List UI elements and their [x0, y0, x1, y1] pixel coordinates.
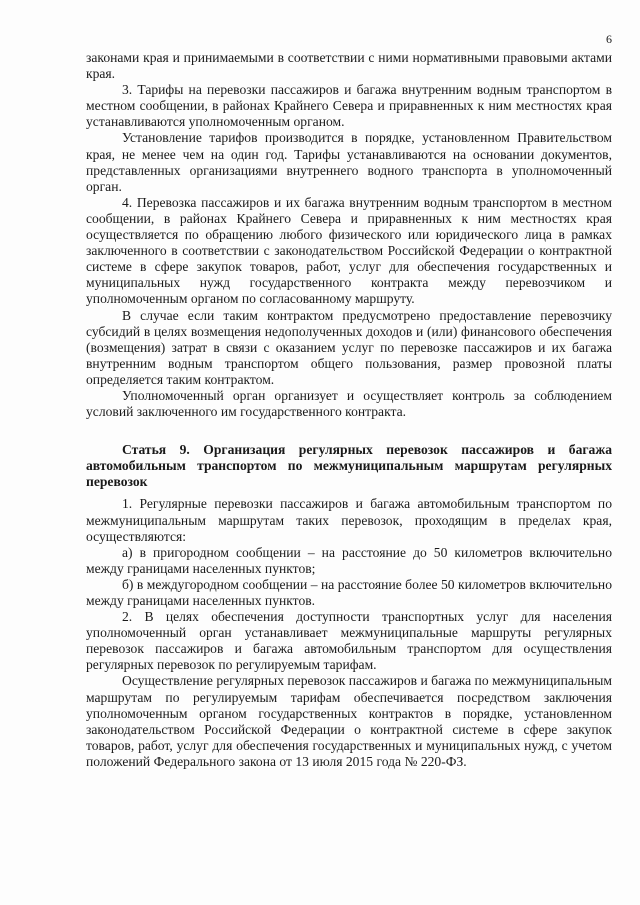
paragraph-item-4: 4. Перевозка пассажиров и их багажа внутренним водным транспортом в местном сообщении, в районах Крайнего Севера и приравненных к ним местностях края осуществляется по обращению любого физического или юридического лица в рамках заключенного в соответствии с законодательством Российской Федерации о контрактной системе в сфере закупок товаров, работ, услуг для обеспечения государственных и муниципальных нужд государственного контракта между перевозчиком и уполномоченным органом по согласованному маршруту. — [86, 194, 612, 307]
paragraph-item-3: 3. Тарифы на перевозки пассажиров и багажа внутренним водным транспортом в местном сообщении, в районах Крайнего Севера и приравненных к ним местностях края устанавливаются уполномоченным органом. — [86, 82, 612, 130]
document-body — [86, 50, 612, 770]
article-9-item-2: 2. В целях обеспечения доступности транспортных услуг для населения уполномоченный орган устанавливает межмуниципальные маршруты регулярных перевозок пассажиров и багажа автомобильным транспортом для осуществления регулярных перевозок по регулируемым тарифам. — [86, 609, 612, 673]
paragraph-continuation: законами края и принимаемыми в соответствии с ними нормативными правовыми актами края. — [86, 50, 612, 82]
paragraph-subsidies: В случае если таким контрактом предусмотрено предоставление перевозчику субсидий в целях возмещения недополученных доходов и (или) финансового обеспечения (возмещения) затрат в связи с оказанием услуг по перевозке пассажиров и их багажа внутренним водным транспортом общего пользования, размер провозной платы определяется таким контрактом. — [86, 307, 612, 387]
article-9-subitem-b: б) в междугородном сообщении – на расстояние более 50 километров включительно между границами населенных пунктов. — [86, 576, 612, 608]
paragraph-tariff-procedure: Установление тарифов производится в порядке, установленном Правительством края, не менее чем на один год. Тарифы устанавливаются на основании документов, представленных организациями внутреннего водного транспорта в уполномоченный орган. — [86, 130, 612, 194]
article-9-contracts: Осуществление регулярных перевозок пассажиров и багажа по межмуниципальным маршрутам по регулируемым тарифам обеспечивается посредством заключения уполномоченным органом государственных контрактов в порядке, установленном законодательством Российской Федерации о контрактной системе в сфере закупок товаров, работ, услуг для обеспечения государственных и муниципальных нужд, с учетом положений Федерального закона от 13 июля 2015 года № 220-ФЗ. — [86, 673, 612, 769]
paragraph-control: Уполномоченный орган организует и осуществляет контроль за соблюдением условий заключенного им государственного контракта. — [86, 387, 612, 420]
article-9-item-1: 1. Регулярные перевозки пассажиров и багажа автомобильным транспортом по межмуниципальным маршрутам таких перевозок, проходящим в пределах края, осуществляются: — [86, 496, 612, 544]
article-9-heading: Статья 9. Организация регулярных перевозок пассажиров и багажа автомобильным транспортом по межмуниципальным маршрутам регулярных перевозок — [86, 442, 612, 490]
article-9-subitem-a: а) в пригородном сообщении – на расстояние до 50 километров включительно между границами населенных пунктов; — [86, 544, 612, 576]
page-number: 6 — [606, 32, 612, 46]
